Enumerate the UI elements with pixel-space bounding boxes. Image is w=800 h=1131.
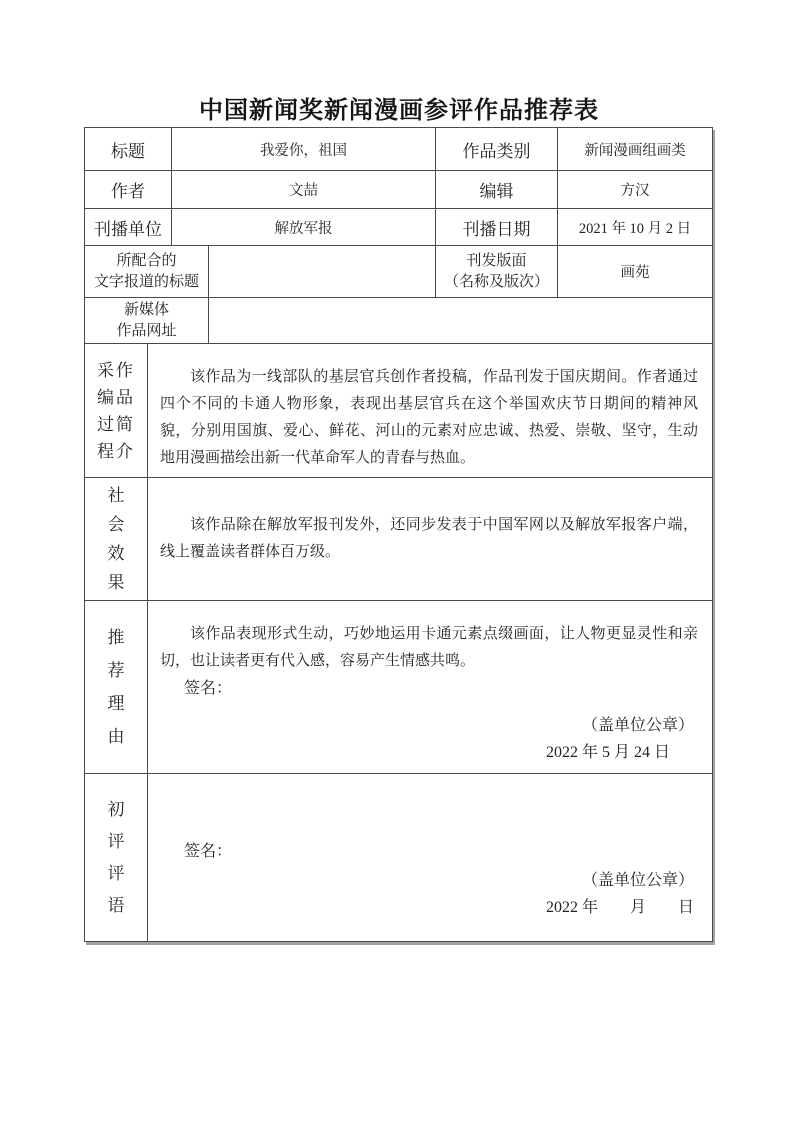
cell-recommendation-reason — [148, 601, 713, 774]
label-social-effect — [85, 478, 148, 601]
label-title: 标题 — [85, 128, 172, 171]
label-social-effect-line4: 果 — [107, 573, 125, 592]
label-preliminary-line4: 语 — [107, 895, 125, 915]
value-category: 新闻漫画组画类 — [558, 128, 713, 171]
label-page-section — [436, 246, 558, 298]
label-recommendation-reason — [85, 601, 148, 774]
label-preliminary-line1: 初 — [107, 799, 125, 819]
row-process-intro — [85, 344, 713, 478]
recommendation-date: 2022 年 5 月 24 日 — [545, 743, 670, 761]
label-recommendation-line1: 推 — [107, 628, 125, 647]
row-preliminary-review — [85, 774, 713, 942]
preliminary-signature-label: 签名： — [184, 843, 233, 860]
label-author: 作者 — [85, 171, 172, 209]
row-new-media-url — [85, 298, 713, 344]
row-publisher — [85, 209, 713, 246]
process-intro-text: 该作品为一线部队的基层官兵创作者投稿，作品刊发于国庆期间。作者通过四个不同的卡通人物形象，表现出基层官兵在这个举国欢庆节日期间的精神风貌，分别用国旗、爱心、鲜花、河山的元素对应忠诚、热爱、崇敬、坚守，生动地用漫画描绘出新一代革命军人的青春与热血。 — [160, 368, 698, 466]
value-publisher: 解放军报 — [172, 209, 436, 246]
value-new-media-url — [209, 298, 713, 344]
cell-preliminary-review — [148, 774, 713, 942]
signature-label: 签名： — [184, 679, 233, 697]
recommendation-form-table — [84, 127, 713, 942]
label-social-effect-line1: 社 — [107, 486, 125, 505]
label-process-intro-line3: 过简 — [97, 414, 135, 434]
label-preliminary-line3: 评 — [107, 863, 125, 883]
label-publish-date: 刊播日期 — [436, 209, 558, 246]
value-author: 文喆 — [172, 171, 436, 209]
label-process-intro — [85, 344, 148, 478]
value-page-section: 画苑 — [558, 246, 713, 298]
preliminary-stamp-note: （盖单位公章） — [581, 872, 694, 889]
label-preliminary-review — [85, 774, 148, 942]
label-related-report-line1: 所配合的 — [116, 252, 177, 269]
label-new-media-url — [85, 298, 209, 344]
label-preliminary-line2: 评 — [107, 831, 125, 851]
preliminary-date: 2022 年 月 日 — [545, 899, 694, 916]
row-title — [85, 128, 713, 171]
label-social-effect-line2: 会 — [107, 515, 125, 534]
value-publish-date: 2021 年 10 月 2 日 — [558, 209, 713, 246]
label-page-section-line1: 刊发版面 — [466, 252, 527, 269]
label-new-media-line2: 作品网址 — [116, 322, 177, 339]
social-effect-text: 该作品除在解放军报刊发外，还同步发表于中国军网以及解放军报客户端，线上覆盖读者群体百万级。 — [160, 517, 698, 560]
value-title: 我爱你，祖国 — [172, 128, 436, 171]
label-editor: 编辑 — [436, 171, 558, 209]
label-process-intro-line2: 编品 — [97, 387, 135, 407]
label-new-media-line1: 新媒体 — [123, 301, 169, 318]
recommendation-text: 该作品表现形式生动，巧妙地运用卡通元素点缀画面，让人物更显灵性和亲切，也让读者更有代入感，容易产生情感共鸣。 — [160, 625, 698, 669]
label-recommendation-line2: 荐 — [107, 661, 125, 680]
label-process-intro-line1: 采作 — [97, 360, 135, 380]
stamp-note: （盖单位公章） — [581, 716, 694, 734]
value-related-report — [209, 246, 436, 298]
label-process-intro-line4: 程介 — [97, 441, 135, 461]
document-title: 中国新闻奖新闻漫画参评作品推荐表 — [199, 98, 599, 124]
label-recommendation-line3: 理 — [107, 694, 125, 713]
label-social-effect-line3: 效 — [107, 544, 125, 563]
row-social-effect — [85, 478, 713, 601]
cell-process-intro — [148, 344, 713, 478]
label-category: 作品类别 — [436, 128, 558, 171]
label-related-report-line2: 文字报道的标题 — [93, 273, 199, 290]
cell-social-effect — [148, 478, 713, 601]
value-editor: 方汉 — [558, 171, 713, 209]
row-author — [85, 171, 713, 209]
row-recommendation-reason — [85, 601, 713, 774]
row-related-report — [85, 246, 713, 298]
label-page-section-line2: （名称及版次） — [443, 273, 549, 290]
label-publisher: 刊播单位 — [85, 209, 172, 246]
label-recommendation-line4: 由 — [107, 727, 125, 746]
label-related-report — [85, 246, 209, 298]
